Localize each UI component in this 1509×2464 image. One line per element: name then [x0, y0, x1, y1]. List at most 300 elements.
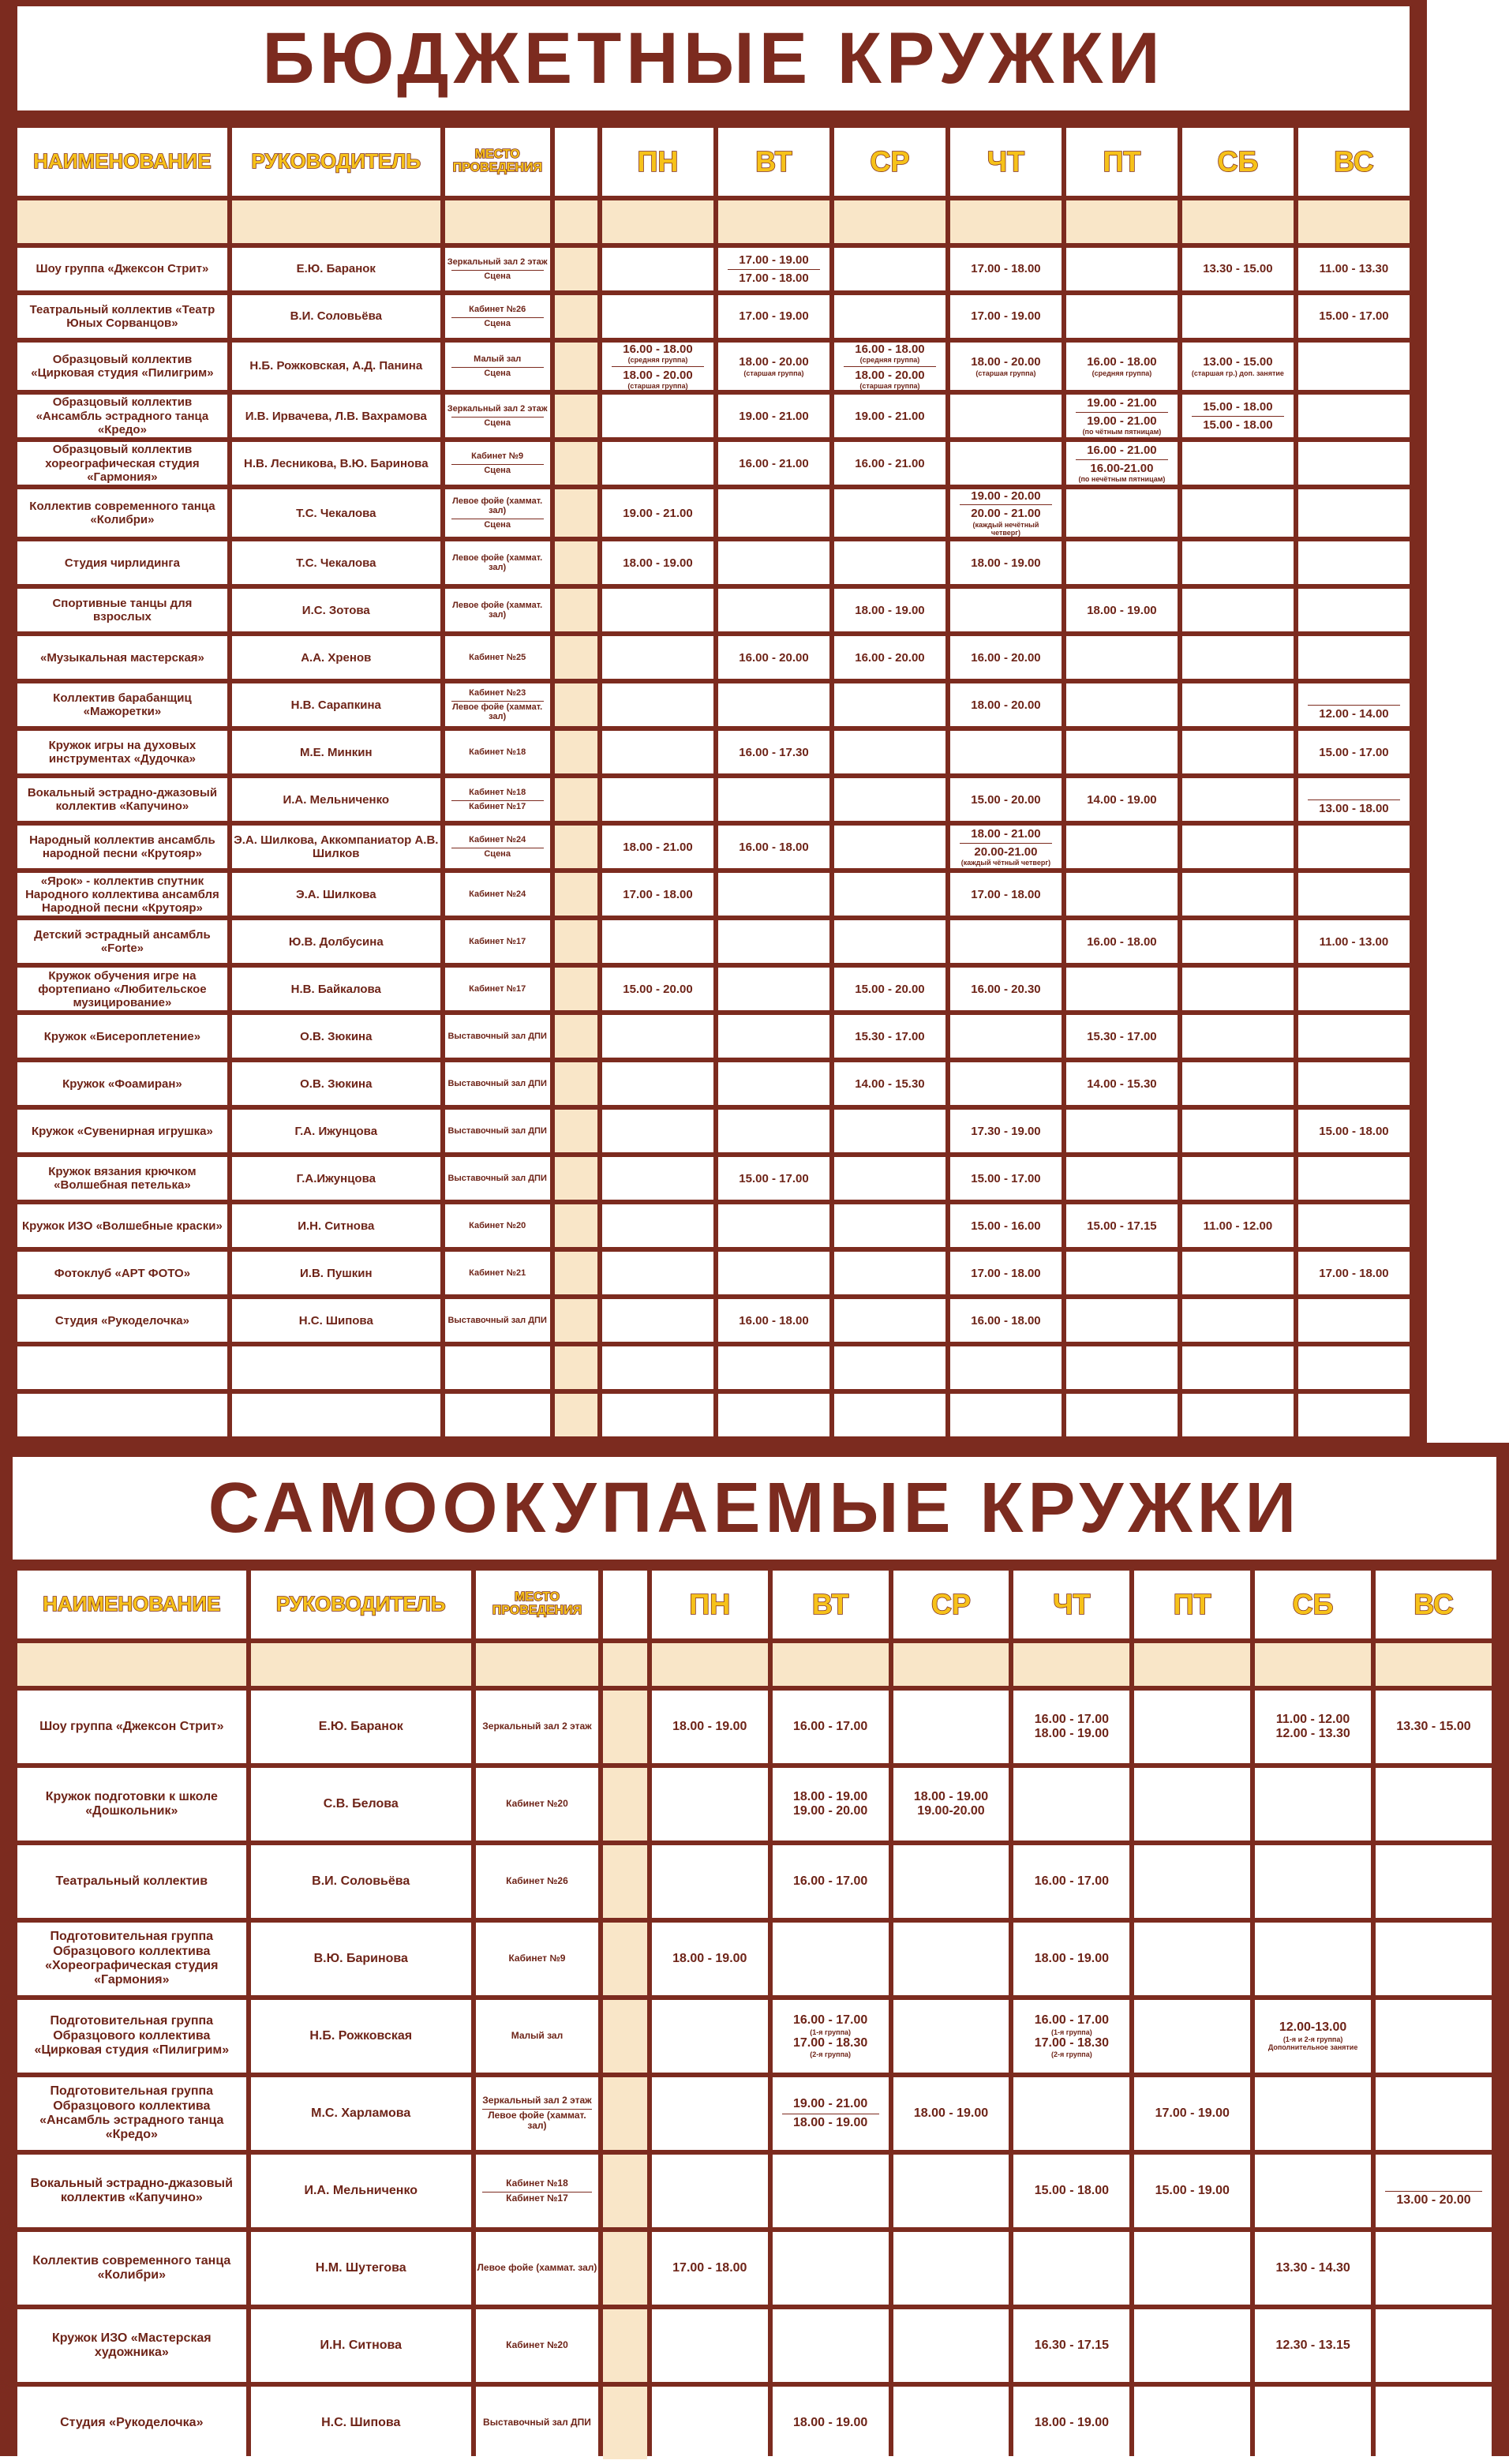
- time-slot-СР: [893, 2000, 1009, 2073]
- header-name: [17, 1571, 246, 1638]
- time-slot-ПТ: [1066, 1204, 1178, 1247]
- time-slot-ВС: [1376, 2155, 1492, 2227]
- time-slot-СР: [834, 1062, 945, 1105]
- slot-line: [652, 1720, 768, 1734]
- slot-time: 17.00 - 18.00: [672, 2260, 747, 2275]
- table-row: [17, 2309, 1492, 2382]
- spacer-cell: [555, 395, 597, 437]
- time-slot-СБ: [1255, 1768, 1371, 1841]
- time-slot-ПТ: [1066, 873, 1178, 916]
- time-slot-ПТ: [1066, 395, 1178, 437]
- slot-line: [1013, 2013, 1129, 2058]
- spacer-cell: [555, 1204, 597, 1247]
- time-slot-ПТ: [1066, 1157, 1178, 1200]
- time-slot-СБ: [1182, 541, 1294, 584]
- place-line: Кабинет №17: [469, 984, 526, 994]
- slot-time: 13.30 - 14.30: [1275, 2260, 1350, 2275]
- blank-cell: [1298, 1394, 1410, 1436]
- slot-time: 19.00 - 21.00: [1087, 396, 1157, 410]
- slot-line: [1066, 935, 1178, 949]
- slot-time: 18.00 - 19.00: [1087, 603, 1157, 617]
- time-slot-ВТ: [718, 395, 829, 437]
- time-slot-СР: [893, 1923, 1009, 1995]
- club-leader: Н.С. Шипова: [232, 1299, 440, 1342]
- time-slot-ПТ: [1134, 1845, 1250, 1918]
- slot-note: Дополнительное занятие: [1267, 2043, 1358, 2052]
- spacer-cell: [603, 1571, 647, 1638]
- slot-line: [1066, 396, 1178, 410]
- time-slot-ВТ: [718, 1110, 829, 1152]
- slot-line: [1376, 1720, 1492, 1734]
- slot-time: 12.00 - 14.00: [1319, 706, 1389, 721]
- slot-line: [602, 888, 713, 901]
- spacer-cell: [603, 2232, 647, 2305]
- time-slot-ПТ: [1134, 1691, 1250, 1763]
- club-place: [476, 2387, 598, 2459]
- day-label: ПТ: [1103, 145, 1141, 178]
- club-name: Вокальный эстрадно-джазовый коллектив «Капучино»: [17, 2155, 246, 2227]
- header-day-4: [1066, 128, 1178, 196]
- slot-note: (средняя группа): [1091, 369, 1152, 377]
- time-slot-ВС: [1298, 1252, 1410, 1294]
- time-slot-ЧТ: [950, 826, 1062, 868]
- time-slot-ЧТ: [1013, 1923, 1129, 1995]
- time-slot-ВС: [1376, 2309, 1492, 2382]
- time-slot-ВС: [1298, 1015, 1410, 1058]
- subheader-cell: [17, 1643, 246, 1686]
- slot-note: (1-я группа): [1050, 2028, 1092, 2036]
- slot-time: 17.00 - 18.00: [623, 887, 693, 901]
- slot-line: [1013, 2184, 1129, 2198]
- time-slot-ВТ: [773, 2000, 889, 2073]
- time-slot-ВТ: [718, 826, 829, 868]
- place-line: Кабинет №17: [469, 937, 526, 947]
- slot-time: 16.00 - 17.00: [793, 2013, 868, 2028]
- time-slot-ВС: [1298, 1062, 1410, 1105]
- blank-cell: [950, 1394, 1062, 1436]
- table-row: [17, 636, 1410, 679]
- time-slot-СБ: [1182, 343, 1294, 390]
- time-slot-ПН: [652, 2309, 768, 2382]
- time-slot-СБ: [1182, 683, 1294, 726]
- slot-time: 17.00 - 19.00: [1155, 2106, 1230, 2120]
- club-leader: И.Н. Ситнова: [251, 2309, 471, 2382]
- time-slot-СР: [834, 826, 945, 868]
- slot-note: (старшая группа): [975, 369, 1036, 377]
- slot-time: 14.00 - 15.30: [855, 1077, 925, 1091]
- time-slot-ПН: [602, 442, 713, 485]
- time-slot-ЧТ: [950, 489, 1062, 537]
- header-day-1: [773, 1571, 889, 1638]
- header-day-2: [893, 1571, 1009, 1638]
- slot-line: [782, 2114, 879, 2130]
- club-name: Кружок игры на духовых инструментах «Дудочка»: [17, 731, 227, 773]
- subheader-cell: [893, 1643, 1009, 1686]
- time-slot-ВС: [1376, 2077, 1492, 2150]
- time-slot-ПТ: [1134, 2309, 1250, 2382]
- place-line: Зеркальный зал 2 этаж: [447, 257, 548, 267]
- slot-time: 19.00 - 20.00: [793, 1804, 868, 1818]
- place-line: Выставочный зал ДПИ: [447, 1079, 547, 1089]
- spacer-cell: [603, 2077, 647, 2150]
- time-slot-ВС: [1298, 1299, 1410, 1342]
- slot-line: [950, 888, 1062, 901]
- club-name: Студия «Рукоделочка»: [17, 2387, 246, 2459]
- club-place: [445, 731, 550, 773]
- table-row: [17, 1252, 1410, 1294]
- time-slot-ПН: [652, 1691, 768, 1763]
- time-slot-СР: [834, 248, 945, 290]
- header-day-5: [1182, 128, 1294, 196]
- paid-header-row: [17, 1571, 1492, 1638]
- time-slot-ПН: [602, 489, 713, 537]
- blank-cell: [17, 1394, 227, 1436]
- time-slot-ПН: [602, 1157, 713, 1200]
- time-slot-ЧТ: [950, 248, 1062, 290]
- time-slot-ПН: [602, 636, 713, 679]
- time-slot-ПТ: [1134, 2000, 1250, 2073]
- time-slot-СБ: [1182, 873, 1294, 916]
- club-place: [445, 589, 550, 631]
- slot-line: [1192, 416, 1284, 432]
- time-slot-ЧТ: [950, 636, 1062, 679]
- time-slot-ПН: [602, 920, 713, 963]
- slot-time: 17.30 - 19.00: [971, 1124, 1041, 1138]
- slot-line: [950, 1219, 1062, 1233]
- time-slot-СБ: [1255, 2232, 1371, 2305]
- place-line: Малый зал: [511, 2030, 564, 2042]
- slot-note: (1-я группа): [810, 2028, 852, 2036]
- slot-line: [950, 1125, 1062, 1138]
- slot-time: 18.00 - 20.00: [855, 368, 925, 382]
- slot-time: 15.30 - 17.00: [1087, 1029, 1157, 1043]
- table-row: [17, 2077, 1492, 2150]
- time-slot-ЧТ: [1013, 2387, 1129, 2459]
- slot-line: [718, 457, 829, 470]
- time-slot-СР: [893, 1845, 1009, 1918]
- day-label: СБ: [1217, 145, 1259, 178]
- club-name: Подготовительная группа Образцового коллектива «Цирковая студия «Пилигрим»: [17, 2000, 246, 2073]
- slot-line: [773, 1790, 889, 1819]
- time-slot-ВС: [1376, 2232, 1492, 2305]
- club-leader: Н.В. Сарапкина: [232, 683, 440, 726]
- club-place: [445, 826, 550, 868]
- slot-line: [1385, 2191, 1482, 2207]
- table-row: [17, 395, 1410, 437]
- time-slot-ПН: [602, 541, 713, 584]
- table-row: [17, 873, 1410, 916]
- budget-header-row: [17, 128, 1410, 196]
- slot-line: [652, 1952, 768, 1966]
- club-leader: Ю.В. Долбусина: [232, 920, 440, 963]
- club-place: [445, 636, 550, 679]
- table-row: [17, 1204, 1410, 1247]
- header-day-5: [1255, 1571, 1371, 1638]
- day-label: ВТ: [755, 145, 792, 178]
- place-line: Зеркальный зал 2 этаж: [447, 404, 548, 414]
- club-name: Народный коллектив ансамбль народной песни «Крутояр»: [17, 826, 227, 868]
- blank-cell: [232, 1394, 440, 1436]
- slot-note: (средняя группа): [859, 356, 920, 365]
- spacer-cell: [555, 636, 597, 679]
- club-leader: Э.А. Шилкова: [232, 873, 440, 916]
- table-row: [17, 683, 1410, 726]
- slot-time: 17.00 - 18.00: [739, 271, 809, 285]
- time-slot-ВС: [1376, 1768, 1492, 1841]
- time-slot-ПТ: [1066, 920, 1178, 963]
- time-slot-ВТ: [718, 873, 829, 916]
- slot-time: 16.30 - 17.15: [1034, 2338, 1110, 2352]
- place-line: Кабинет №18: [469, 747, 526, 758]
- slot-time: 18.00 - 19.00: [793, 1789, 868, 1803]
- slot-line: [1066, 355, 1178, 377]
- spacer-cell: [555, 343, 597, 390]
- club-leader: С.В. Белова: [251, 1768, 471, 1841]
- spacer-cell: [603, 1845, 647, 1918]
- place-line: Левое фойе (хаммат. зал): [452, 600, 543, 620]
- subheader-cell: [773, 1643, 889, 1686]
- place-line: Кабинет №9: [471, 451, 524, 462]
- club-leader: Н.В. Байкалова: [232, 968, 440, 1010]
- spacer-cell: [555, 128, 597, 196]
- header-place: [476, 1571, 598, 1638]
- slot-line: [718, 1314, 829, 1327]
- place-line: Кабинет №25: [469, 653, 526, 663]
- time-slot-ЧТ: [950, 541, 1062, 584]
- time-slot-ЧТ: [1013, 2000, 1129, 2073]
- place-line: Левое фойе (хаммат. зал): [482, 2109, 592, 2133]
- slot-line: [950, 489, 1062, 503]
- club-name: Образцовый коллектив «Ансамбль эстрадного танца «Кредо»: [17, 395, 227, 437]
- table-row: [17, 2000, 1492, 2073]
- place-line: Сцена: [451, 464, 544, 477]
- day-label: ПН: [637, 145, 679, 178]
- slot-line: [652, 2261, 768, 2275]
- time-slot-ЧТ: [1013, 1691, 1129, 1763]
- place-line: Выставочный зал ДПИ: [447, 1174, 547, 1184]
- slot-line: [960, 843, 1052, 867]
- club-place: [445, 1204, 550, 1247]
- time-slot-СР: [834, 1204, 945, 1247]
- header-name-label: НАИМЕНОВАНИЕ: [33, 149, 212, 174]
- slot-time: 18.00 - 20.00: [971, 698, 1041, 712]
- slot-time: 17.00 - 18.30: [793, 2036, 868, 2050]
- header-lead-label: РУКОВОДИТЕЛЬ: [251, 149, 421, 174]
- time-slot-ПН: [602, 873, 713, 916]
- time-slot-СБ: [1255, 2155, 1371, 2227]
- club-leader: Г.А.Ижунцова: [232, 1157, 440, 1200]
- club-leader: И.С. Зотова: [232, 589, 440, 631]
- slot-time: 16.00-21.00: [1090, 461, 1154, 475]
- slot-time: 17.00 - 18.00: [971, 1266, 1041, 1280]
- slot-note: (старшая группа): [859, 381, 920, 390]
- subheader-cell: [1134, 1643, 1250, 1686]
- time-slot-ВТ: [718, 778, 829, 821]
- slot-note: (старшая группа): [627, 381, 688, 390]
- time-slot-ЧТ: [950, 1110, 1062, 1152]
- time-slot-ЧТ: [950, 1015, 1062, 1058]
- time-slot-СР: [834, 683, 945, 726]
- slot-time: 15.00 - 18.00: [1203, 400, 1273, 414]
- slot-time: 14.00 - 15.30: [1087, 1077, 1157, 1091]
- time-slot-ПТ: [1066, 731, 1178, 773]
- header-day-6: [1376, 1571, 1492, 1638]
- club-leader: Н.Б. Рожковская, А.Д. Панина: [232, 343, 440, 390]
- slot-note: (старшая группа): [743, 369, 804, 377]
- table-row: [17, 248, 1410, 290]
- time-slot-СБ: [1182, 1110, 1294, 1152]
- subheader-cell: [1013, 1643, 1129, 1686]
- time-slot-ПН: [602, 1299, 713, 1342]
- club-leader: Е.Ю. Баранок: [251, 1691, 471, 1763]
- blank-cell: [602, 1346, 713, 1389]
- time-slot-ПН: [602, 589, 713, 631]
- slot-time: 11.00 - 12.00: [1203, 1219, 1273, 1233]
- place-line: Сцена: [451, 367, 544, 380]
- club-place: [445, 343, 550, 390]
- time-slot-ВТ: [718, 968, 829, 1010]
- time-slot-ПН: [602, 826, 713, 868]
- time-slot-СБ: [1182, 1062, 1294, 1105]
- slot-time: 17.00 - 18.00: [971, 887, 1041, 901]
- slot-time: 15.00 - 16.00: [971, 1219, 1041, 1233]
- club-name: Шоу группа «Джексон Стрит»: [17, 248, 227, 290]
- slot-time: 17.00 - 18.00: [971, 262, 1041, 276]
- time-slot-ПН: [602, 1252, 713, 1294]
- time-slot-СБ: [1182, 295, 1294, 338]
- slot-time: 15.00 - 17.00: [1319, 745, 1389, 759]
- slot-line: [950, 651, 1062, 665]
- table-row: [17, 731, 1410, 773]
- blank-cell: [445, 1394, 550, 1436]
- place-line: Выставочный зал ДПИ: [483, 2417, 591, 2428]
- club-leader: Г.А. Ижунцова: [232, 1110, 440, 1152]
- club-name: Студия «Рукоделочка»: [17, 1299, 227, 1342]
- slot-line: [718, 253, 829, 267]
- place-line: Сцена: [451, 848, 544, 860]
- club-name: Шоу группа «Джексон Стрит»: [17, 1691, 246, 1763]
- slot-time: 18.00 - 19.00: [1034, 1951, 1110, 1965]
- spacer-cell: [555, 1346, 597, 1389]
- slot-time: 18.00 - 19.00: [971, 556, 1041, 570]
- slot-line: [1013, 1874, 1129, 1889]
- table-row: [17, 295, 1410, 338]
- time-slot-ПН: [602, 343, 713, 390]
- spacer-cell: [555, 248, 597, 290]
- time-slot-ВТ: [773, 2155, 889, 2227]
- slot-line: [1013, 2416, 1129, 2430]
- slot-line: [834, 1077, 945, 1091]
- slot-line: [718, 355, 829, 377]
- table-row: [17, 2387, 1492, 2459]
- time-slot-СБ: [1182, 1252, 1294, 1294]
- place-line: Малый зал: [474, 354, 522, 364]
- time-slot-ВС: [1298, 248, 1410, 290]
- place-line: Выставочный зал ДПИ: [447, 1032, 547, 1042]
- place-line: Сцена: [451, 270, 544, 283]
- slot-time: 15.00 - 17.00: [739, 1171, 809, 1185]
- time-slot-ВС: [1298, 778, 1410, 821]
- time-slot-СБ: [1255, 2077, 1371, 2150]
- header-name: [17, 128, 227, 196]
- place-line: Сцена: [451, 519, 544, 531]
- time-slot-СБ: [1255, 1923, 1371, 1995]
- club-leader: Т.С. Чекалова: [232, 489, 440, 537]
- time-slot-СР: [893, 2077, 1009, 2150]
- slot-line: [1076, 412, 1168, 436]
- time-slot-СБ: [1182, 589, 1294, 631]
- slot-line: [1066, 1077, 1178, 1091]
- slot-time: 13.00 - 18.00: [1319, 801, 1389, 815]
- spacer-cell: [555, 295, 597, 338]
- club-name: Детский эстрадный ансамбль «Forte»: [17, 920, 227, 963]
- slot-line: [950, 1314, 1062, 1327]
- slot-note: (по нечётным пятницам): [1078, 474, 1166, 483]
- time-slot-ПН: [602, 1015, 713, 1058]
- time-slot-ПТ: [1066, 442, 1178, 485]
- slot-time: 16.00 - 17.00: [1034, 1712, 1110, 1726]
- slot-time: 19.00 - 21.00: [623, 506, 693, 520]
- time-slot-СР: [893, 2309, 1009, 2382]
- slot-time: 16.00 - 18.00: [623, 343, 693, 356]
- slot-time: 18.00 - 19.00: [672, 1951, 747, 1965]
- place-line: Зеркальный зал 2 этаж: [482, 1721, 592, 1732]
- time-slot-ПТ: [1134, 2387, 1250, 2459]
- time-slot-ПН: [602, 968, 713, 1010]
- subheader-cell: [1255, 1643, 1371, 1686]
- time-slot-ЧТ: [1013, 2309, 1129, 2382]
- slot-line: [1066, 1030, 1178, 1043]
- time-slot-ВС: [1298, 1157, 1410, 1200]
- spacer-cell: [555, 968, 597, 1010]
- time-slot-ВТ: [718, 731, 829, 773]
- slot-line: [1298, 309, 1410, 323]
- slot-note: (старшая гр.) доп. занятие: [1191, 369, 1284, 377]
- blank-cell: [834, 1346, 945, 1389]
- slot-line: [960, 504, 1052, 537]
- spacer-cell: [603, 2309, 647, 2382]
- slot-line: [1308, 705, 1400, 721]
- slot-line: [1255, 2020, 1371, 2051]
- time-slot-СР: [834, 295, 945, 338]
- slot-time: 16.00 - 21.00: [855, 456, 925, 470]
- spacer-cell: [555, 873, 597, 916]
- time-slot-ВТ: [718, 683, 829, 726]
- header-lead: [251, 1571, 471, 1638]
- place-line: Кабинет №18: [506, 2177, 568, 2189]
- blank-cell: [1066, 1346, 1178, 1389]
- slot-line: [950, 1267, 1062, 1280]
- time-slot-ВТ: [718, 1157, 829, 1200]
- slot-line: [950, 793, 1062, 807]
- paid-schedule-table: [13, 1566, 1496, 2464]
- time-slot-ЧТ: [950, 395, 1062, 437]
- club-place: [445, 1157, 550, 1200]
- time-slot-ВТ: [718, 1252, 829, 1294]
- slot-time: 18.00 - 20.00: [623, 368, 693, 382]
- time-slot-ВС: [1298, 968, 1410, 1010]
- time-slot-ВТ: [718, 248, 829, 290]
- time-slot-СБ: [1182, 1299, 1294, 1342]
- club-name: Подготовительная группа Образцового коллектива «Ансамбль эстрадного танца «Кредо»: [17, 2077, 246, 2150]
- time-slot-ЧТ: [1013, 2077, 1129, 2150]
- time-slot-СБ: [1182, 1015, 1294, 1058]
- time-slot-ПН: [602, 395, 713, 437]
- slot-line: [1255, 2261, 1371, 2275]
- slot-line: [950, 262, 1062, 275]
- club-place: [445, 1062, 550, 1105]
- slot-line: [718, 746, 829, 759]
